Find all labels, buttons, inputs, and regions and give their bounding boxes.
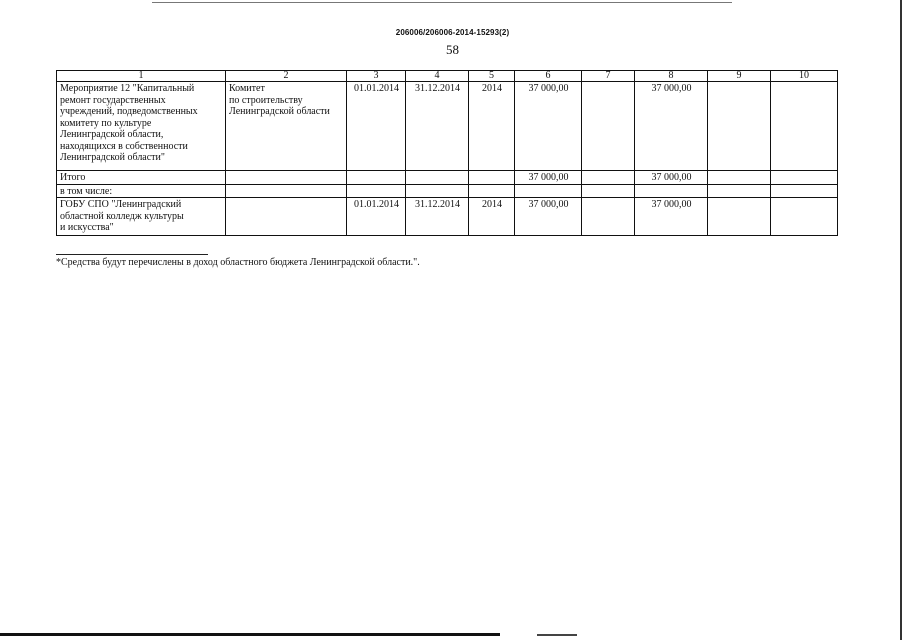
column-header: 3 — [347, 71, 406, 82]
year: 2014 — [469, 82, 515, 171]
total-label: Итого — [57, 171, 226, 185]
amount-col10 — [771, 198, 838, 236]
amount-col10 — [771, 184, 838, 198]
amount-col6: 37 000,00 — [515, 198, 582, 236]
executor-cell — [226, 198, 347, 236]
institution-cell — [57, 198, 226, 236]
amount-col8: 37 000,00 — [635, 171, 708, 185]
program-table — [56, 70, 838, 236]
table-row — [57, 82, 838, 171]
start-date — [347, 171, 406, 185]
column-header: 9 — [708, 71, 771, 82]
amount-col6: 37 000,00 — [515, 82, 582, 171]
end-date — [406, 171, 469, 185]
start-date — [347, 184, 406, 198]
amount-col7 — [582, 184, 635, 198]
executor-cell — [226, 82, 347, 171]
end-date: 31.12.2014 — [406, 82, 469, 171]
column-header: 4 — [406, 71, 469, 82]
executor-cell — [226, 184, 347, 198]
column-header: 8 — [635, 71, 708, 82]
amount-col7 — [582, 82, 635, 171]
column-header: 10 — [771, 71, 838, 82]
year — [469, 184, 515, 198]
amount-col9 — [708, 184, 771, 198]
amount-col9 — [708, 171, 771, 185]
amount-col9 — [708, 198, 771, 236]
table-row — [57, 198, 838, 236]
amount-col10 — [771, 82, 838, 171]
scan-edge-right — [900, 0, 902, 640]
including-label: в том числе: — [57, 184, 226, 198]
document-id: 206006/206006-2014-15293(2) — [395, 28, 510, 37]
column-header: 7 — [582, 71, 635, 82]
column-header: 1 — [57, 71, 226, 82]
institution-name: ГОБУ СПО "Ленинградский областной колледж культуры и искусства" — [60, 199, 184, 233]
executor-name: Комитет по строительству Ленинградской области — [229, 83, 330, 117]
amount-col6: 37 000,00 — [515, 171, 582, 185]
footnote: *Средства будут перечислены в доход областного бюджета Ленинградской области.". — [56, 257, 420, 268]
year: 2014 — [469, 198, 515, 236]
executor-cell — [226, 171, 347, 185]
table-row-including — [57, 184, 838, 198]
amount-col8 — [635, 184, 708, 198]
amount-col6 — [515, 184, 582, 198]
scan-edge-top — [152, 2, 732, 3]
measure-name: Мероприятие 12 "Капитальный ремонт государственных учреждений, подведомственных комитету по культуре Ленинградской области, находящихся в собственности Ленинградской области" — [60, 83, 198, 163]
footnote-divider — [56, 254, 208, 255]
column-header: 6 — [515, 71, 582, 82]
page-number: 58 — [446, 42, 459, 57]
scan-edge-bottom-fragment — [537, 634, 577, 636]
column-header: 5 — [469, 71, 515, 82]
start-date: 01.01.2014 — [347, 198, 406, 236]
measure-name-cell — [57, 82, 226, 171]
table-row-total — [57, 171, 838, 185]
table-header-row — [57, 71, 838, 82]
amount-col10 — [771, 171, 838, 185]
amount-col7 — [582, 198, 635, 236]
start-date: 01.01.2014 — [347, 82, 406, 171]
amount-col9 — [708, 82, 771, 171]
amount-col7 — [582, 171, 635, 185]
year — [469, 171, 515, 185]
column-header: 2 — [226, 71, 347, 82]
amount-col8: 37 000,00 — [635, 198, 708, 236]
scan-edge-bottom — [0, 633, 500, 636]
end-date — [406, 184, 469, 198]
end-date: 31.12.2014 — [406, 198, 469, 236]
amount-col8: 37 000,00 — [635, 82, 708, 171]
